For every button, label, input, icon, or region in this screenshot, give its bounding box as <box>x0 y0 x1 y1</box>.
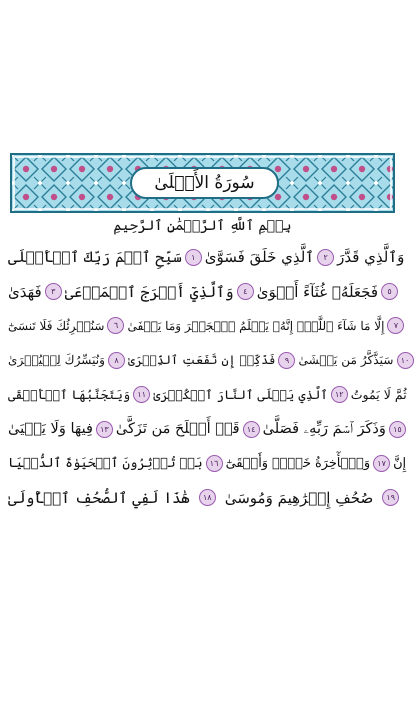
verse-text: فَجَعَلَهُۥ غُثَآءً أَحۡوَىٰ <box>256 282 379 301</box>
verse-text: ٱلَّذِي يَصۡلَى ٱلنَّارَ ٱلۡكُبۡرَىٰ <box>153 387 328 403</box>
verse-text: سَنُقۡرِئُكَ فَلَا تَنسَىٰٓ <box>8 318 105 333</box>
ayah-number-marker: ١٩ <box>382 489 399 506</box>
ayah-number-marker: ٩ <box>278 352 295 369</box>
ayah-number-marker: ١٨ <box>199 489 216 506</box>
verse-text: سَيَذَّكَّرُ مَن يَخۡشَىٰ <box>298 353 394 368</box>
ayah-number-marker: ١ <box>185 249 202 266</box>
verse-line <box>8 343 410 377</box>
verse-line <box>8 309 397 343</box>
surah-title-cartouche <box>130 167 279 199</box>
ayah-number-marker: ١٢ <box>331 386 348 403</box>
ayah-number-marker: ٤ <box>237 283 254 300</box>
verse-text: صُحُفِ إِبۡرَٰهِيمَ وَمُوسَىٰ <box>224 488 374 507</box>
surah-title: سُورَةُ الأَعۡلَىٰ <box>154 173 255 193</box>
verse-text: فَذَكِّرۡ إِن نَّفَعَتِ ٱلذِّكۡرَىٰ <box>128 353 276 368</box>
verse-line <box>8 274 397 308</box>
verse-text: إِنَّ <box>393 456 407 472</box>
verse-text: وَذَكَرَ ٱسۡمَ رَبِّهِۦ فَصَلَّىٰ <box>262 421 386 438</box>
verse-text: هَٰذَا لَفِي ٱلصُّحُفِ ٱلۡأُولَىٰ <box>8 488 190 507</box>
ayah-number-marker: ٥ <box>381 283 398 300</box>
ayah-number-marker: ١٦ <box>206 455 223 472</box>
verse-line <box>8 378 407 412</box>
verse-lines <box>8 240 410 515</box>
verse-text: وَيَتَجَنَّبُهَا ٱلۡأَشۡقَى <box>8 387 131 403</box>
verse-text: إِلَّا مَا شَآءَ ٱللَّهُۚ إِنَّهُۥ يَعۡلَمُ ٱلۡجَهۡرَ وَمَا يَخۡفَىٰ <box>127 318 385 333</box>
verse-text: بَلۡ تُؤۡثِرُونَ ٱلۡحَيَوٰةَ ٱلدُّنۡيَا <box>8 456 203 472</box>
ayah-number-marker: ٧ <box>387 317 404 334</box>
verse-text: سَبِّحِ ٱسۡمَ رَبِّكَ ٱلۡأَعۡلَى <box>8 248 182 267</box>
verse-line <box>8 481 397 515</box>
verse-text: فَهَدَىٰ <box>8 282 42 301</box>
verse-text: وَٱلَّذِي قَدَّرَ <box>337 248 405 267</box>
basmala: بِسۡمِ ٱللَّهِ ٱلرَّحۡمَٰنِ ٱلرَّحِيمِ <box>113 218 292 234</box>
ayah-number-marker: ١٥ <box>389 421 406 438</box>
ayah-number-marker: ١٠ <box>397 352 414 369</box>
verse-line <box>8 446 407 480</box>
verse-text: فِيهَا وَلَا يَحۡيَىٰ <box>8 421 93 438</box>
ayah-number-marker: ٣ <box>45 283 62 300</box>
ayah-number-marker: ٢ <box>317 249 334 266</box>
ayah-number-marker: ٨ <box>108 352 125 369</box>
verse-text: وَنُيَسِّرُكَ لِلۡيُسۡرَىٰ <box>8 353 106 368</box>
verse-text: ثُمَّ لَا يَمُوتُ <box>350 387 407 403</box>
verse-line <box>8 412 402 446</box>
ayah-number-marker: ١٣ <box>96 421 113 438</box>
verse-line <box>8 240 405 274</box>
ayah-number-marker: ١٤ <box>243 421 260 438</box>
verse-text: قَدۡ أَفۡلَحَ مَن تَزَكَّىٰ <box>115 421 240 438</box>
surah-header-banner <box>10 153 395 213</box>
verse-text: ٱلَّذِي خَلَقَ فَسَوَّىٰ <box>204 248 315 267</box>
verse-text: وَٱلَّذِيٓ أَخۡرَجَ ٱلۡمَرۡعَىٰ <box>64 282 234 301</box>
verse-text: وَٱلۡأٓخِرَةُ خَيۡرٞ وَأَبۡقَىٰٓ <box>225 456 371 472</box>
ayah-number-marker: ٦ <box>107 317 124 334</box>
ayah-number-marker: ١١ <box>133 386 150 403</box>
ayah-number-marker: ١٧ <box>373 455 390 472</box>
